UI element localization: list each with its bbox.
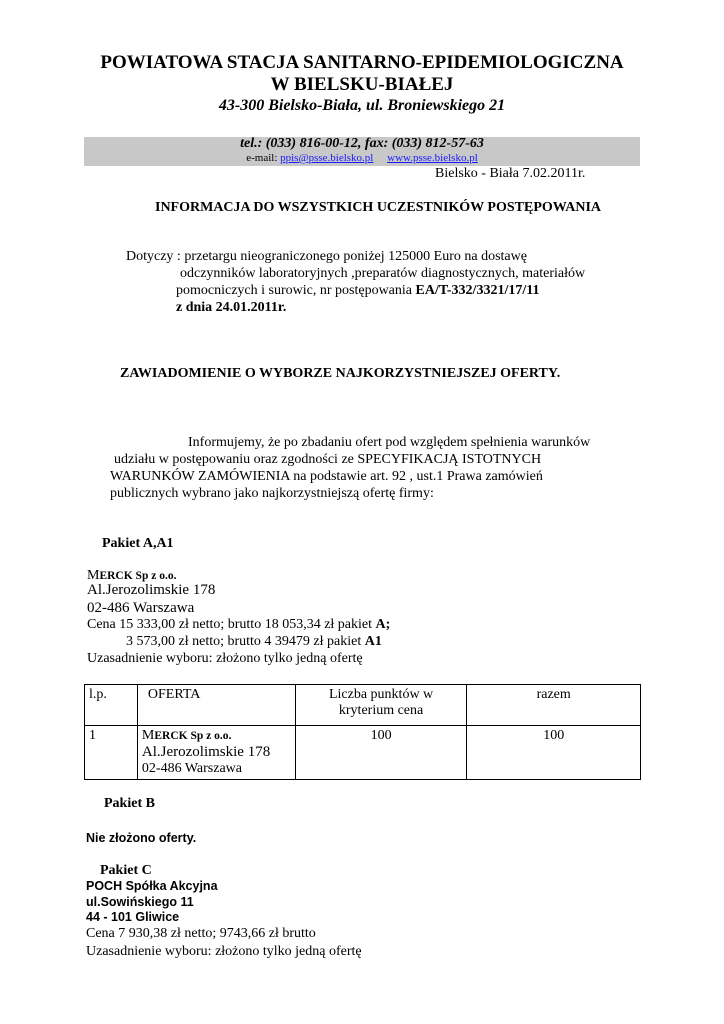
- intro-line2: udziału w postępowaniu oraz zgodności ze SPECYFIKACJĄ ISTOTNYCH: [114, 452, 542, 467]
- notice-title: ZAWIADOMIENIE O WYBORZE NAJKORZYSTNIEJSZEJ OFERTY.: [120, 366, 561, 381]
- header-offer: OFERTA: [137, 685, 295, 726]
- package-a-company-rest: ERCK Sp z o.o.: [99, 570, 177, 582]
- package-a-justification: Uzasadnienie wyboru: złożono tylko jedną ofertę: [87, 651, 363, 666]
- website-link[interactable]: www.psse.bielsko.pl: [387, 152, 478, 164]
- package-b-title: Pakiet B: [104, 796, 155, 811]
- subject-line1: Dotyczy : przetargu nieograniczonego poniżej 125000 Euro na dostawę: [126, 249, 527, 264]
- row-company-rest: ERCK Sp z o.o.: [154, 730, 232, 742]
- package-a1-price-text: 3 573,00 zł netto; brutto 4 39479 zł pakiet: [126, 634, 365, 649]
- package-a-title: Pakiet A,A1: [102, 536, 174, 551]
- row-street: Al.Jerozolimskie 178: [141, 744, 271, 760]
- package-a-price: [87, 617, 390, 633]
- header-points-line2: kryterium cena: [338, 703, 424, 718]
- email-link[interactable]: ppis@psse.bielsko.pl: [280, 152, 374, 164]
- table-header-row: [85, 685, 641, 726]
- row-company-initial: M: [141, 728, 155, 743]
- package-c-company: POCH Spółka Akcyjna: [86, 879, 218, 893]
- package-c-city: 44 - 101 Gliwice: [86, 910, 180, 924]
- package-a-city: 02-486 Warszawa: [87, 600, 195, 616]
- package-a1-price: [126, 634, 382, 650]
- subject-line3: [176, 283, 539, 299]
- intro-line4: publicznych wybrano jako najkorzystniejszą ofertę firmy:: [110, 486, 434, 501]
- subject-date: z dnia 24.01.2011r.: [176, 300, 287, 315]
- header-points-line1: Liczba punktów w: [328, 687, 434, 702]
- intro-line3: WARUNKÓW ZAMÓWIENIA na podstawie art. 92 , ust.1 Prawa zamówień: [110, 469, 543, 484]
- header-total: razem: [467, 685, 641, 726]
- header-points: [295, 685, 467, 726]
- package-c-price: Cena 7 930,38 zł netto; 9743,66 zł brutto: [86, 926, 316, 941]
- row-lp: 1: [85, 726, 138, 780]
- package-a1-label: A1: [364, 634, 382, 649]
- package-a-street: Al.Jerozolimskie 178: [87, 582, 216, 598]
- header-lp: l.p.: [85, 685, 138, 726]
- intro-line1: Informujemy, że po zbadaniu ofert pod względem spełnienia warunków: [188, 435, 591, 450]
- org-name-line1: POWIATOWA STACJA SANITARNO-EPIDEMIOLOGICZNA: [100, 52, 624, 73]
- phone-fax: tel.: (033) 816-00-12, fax: (033) 812-57-63: [240, 136, 484, 151]
- row-company: [142, 728, 291, 744]
- email-label: e-mail:: [246, 152, 278, 164]
- package-a-label: A;: [375, 617, 391, 632]
- package-a-price-text: Cena 15 333,00 zł netto; brutto 18 053,34 zł pakiet: [87, 617, 376, 632]
- row-offer: [137, 726, 295, 780]
- org-name-line2: W BIELSKU-BIAŁEJ: [270, 74, 454, 95]
- offer-table: [84, 684, 641, 780]
- subject-line2: odczynników laboratoryjnych ,preparatów diagnostycznych, materiałów: [180, 266, 586, 281]
- org-address: 43-300 Bielsko-Biała, ul. Broniewskiego 21: [218, 97, 506, 114]
- table-row: [85, 726, 641, 780]
- email-website-line: [84, 152, 640, 164]
- row-points: 100: [295, 726, 467, 780]
- row-total: 100: [467, 726, 641, 780]
- document-date: Bielsko - Biała 7.02.2011r.: [435, 166, 586, 181]
- info-title: INFORMACJA DO WSZYSTKICH UCZESTNIKÓW POSTĘPOWANIA: [155, 200, 602, 215]
- package-b-note: Nie złożono oferty.: [86, 831, 197, 845]
- package-c-title: Pakiet C: [100, 863, 152, 878]
- row-city: 02-486 Warszawa: [141, 761, 242, 776]
- subject-line3-text: pomocniczych i surowic, nr postępowania: [176, 283, 416, 298]
- procedure-number: EA/T-332/3321/17/11: [415, 283, 540, 298]
- package-a-company-initial: M: [87, 568, 100, 583]
- package-c-street: ul.Sowińskiego 11: [86, 895, 194, 909]
- package-c-justification: Uzasadnienie wyboru: złożono tylko jedną ofertę: [86, 944, 362, 959]
